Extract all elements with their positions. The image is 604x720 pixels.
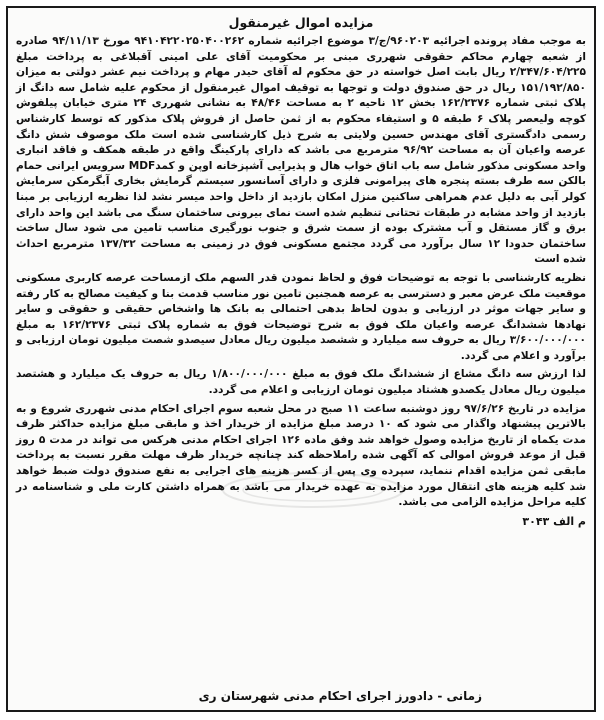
auction-notice bbox=[6, 6, 596, 712]
notice-reference-number: م الف ۳۰۴۳ bbox=[522, 514, 586, 528]
notice-paragraph-auction-terms: مزایده در تاریخ ۹۷/۶/۲۶ روز دوشنبه ساعت ۱۱ صبح در محل شعبه سوم اجرای احکام مدنی شهرری شروع و به بالاترین پیشنهاد واگذار می شود که ۱۰ درصد مبلغ مزایده از خریدار اخذ و مابقی مبلغ مزایده حداکثر ظرف مدت یکماه از تاریخ مزایده وصول خواهد شد وفق ماده ۱۲۶ اجرای احکام مدنی هرکس می تواند در مدت ۵ روز قبل از موعد فروش اموالی که آگهی شده راملاحظه کند چنانچه خریدار ظرف مهلت مقرر نسبت به پرداخت مابقی ثمن مزایده اقدام ننماید، سپرده وی پس از کسر هزینه های اجرایی به نفع صندوق دولت ضبط خواهد شد کلیه هزینه های انتقال مورد مزایده به عهده خریدار می باشد به همراه داشتن کارت ملی و شناسنامه در کلیه مراحل مزایده الزامی می باشد. bbox=[16, 402, 587, 509]
notice-signature: زمانی - دادورز اجرای احکام مدنی شهرستان ری bbox=[198, 689, 482, 703]
notice-paragraph-case-details: به موجب مفاد پرونده اجرائیه ۹۶۰۲۰۳/ج/۳ موضوع اجرائیه شماره ۹۴۱۰۴۲۲۰۲۵۰۴۰۰۲۶۲ مورخ ۹۴/۱۱/۱۳ صادره از شعبه چهارم محاکم حقوقی شهرری مبنی بر محکومیت آقای علی امینی آقبلاغی به پرداخت مبلغ ۲/۳۴۷/۶۰۴/۲۲۵ ریال بابت اصل خواسته در حق محکوم له آقای حیدر مهام و پرداخت نیم عشر دولتی به میزان ۱۵۱/۱۹۲/۸۵۰ ریال در حق صندوق دولت و توجها به توقیف اموال غیرمنقول از محکوم علیه شامل سه دانگ از پلاک ثبتی شماره ۱۶۲/۲۳۷۶ بخش ۱۲ ناحیه ۲ به مساحت ۴۸/۴۶ به نشانی شهرری ۲۴ متری خیابان پیلفوش کوچه ولیعصر پلاک ۶ طبقه ۵ و استیفاء محکوم به از ثمن حاصل از فروش پلاک مذکور که توسط کارشناس رسمی دادگستری آقای مهندس حسین ولایتی به شرح ذیل کارشناسی شده است ملک موصوف شش دانگ عرصه واعیان آن به مساحت ۹۶/۹۲ مترمربع می باشد که دارای پارکینگ واقع در طبقه همکف و فاقد انباری واحد مسکونی مذکور شامل سه باب اتاق خواب هال و پذیرایی آشپزخانه اوپن و کمدMDF سرویس ایرانی حمام بالکن سه طرف بسته پنجره های پیرامونی فلزی و دارای آسانسور سیستم گرمایش بخاری آبگرمکن سرمایش کولر آبی به دلیل عدم همراهی ساکنین منزل امکان بازدید از داخل واحد میسر نشد لذا نظریه ارزیابی بر مبنا بازدید از واحد مشابه در طبقات تحتانی تنظیم شده است نمای بیرونی ساختمان سنگ می باشد این واحد دارای برق و گاز مستقل و آب مشترک بوده از سمت شرق و جنوب نورگیری مناسب تامین می شود سال ساخت ساختمان حدودا ۱۲ سال برآورد می گردد مجتمع مسکونی فوق در زمینی به مساحت ۱۳۷/۳۲ مترمربع احداث شده است bbox=[16, 35, 587, 266]
notice-paragraph-expert-opinion: نظریه کارشناسی با توجه به توضیحات فوق و لحاظ نمودن قدر السهم ملک ازمساحت عرصه کاربری مسکونی موقعیت ملک عرض معبر و دسترسی به عرصه همجنین تامین نور مناسب قدمت بنا و کیفیت مصالح به کار رفته و سایر جهات موثر در ارزیابی و بدون لحاظ بدهی احتمالی به بانک ها واشخاص حقیقی و حقوقی و سایر نهادها ششدانگ عرصه واعیان ملک فوق به شرح توضیحات فوق به شماره پلاک ثبتی ۱۶۲/۲۳۷۶ به مبلغ ۳/۶۰۰/۰۰۰/۰۰۰ ریال به حروف سه میلیارد و ششصد میلیون ریال معادل سیصدو شصت میلیون تومان ارزیابی و برآورد و اعلام می گردد. bbox=[16, 271, 586, 362]
notice-title: مزایده اموال غیرمنقول bbox=[228, 15, 374, 30]
notice-paragraph-share-value: لذا ارزش سه دانگ مشاع از ششدانگ ملک فوق به مبلغ ۱/۸۰۰/۰۰۰/۰۰۰ ریال به حروف یک میلیارد و هشتصد میلیون ریال معادل یکصدو هشتاد میلیون تومان ارزیابی و اعلام می گردد. bbox=[16, 368, 587, 397]
